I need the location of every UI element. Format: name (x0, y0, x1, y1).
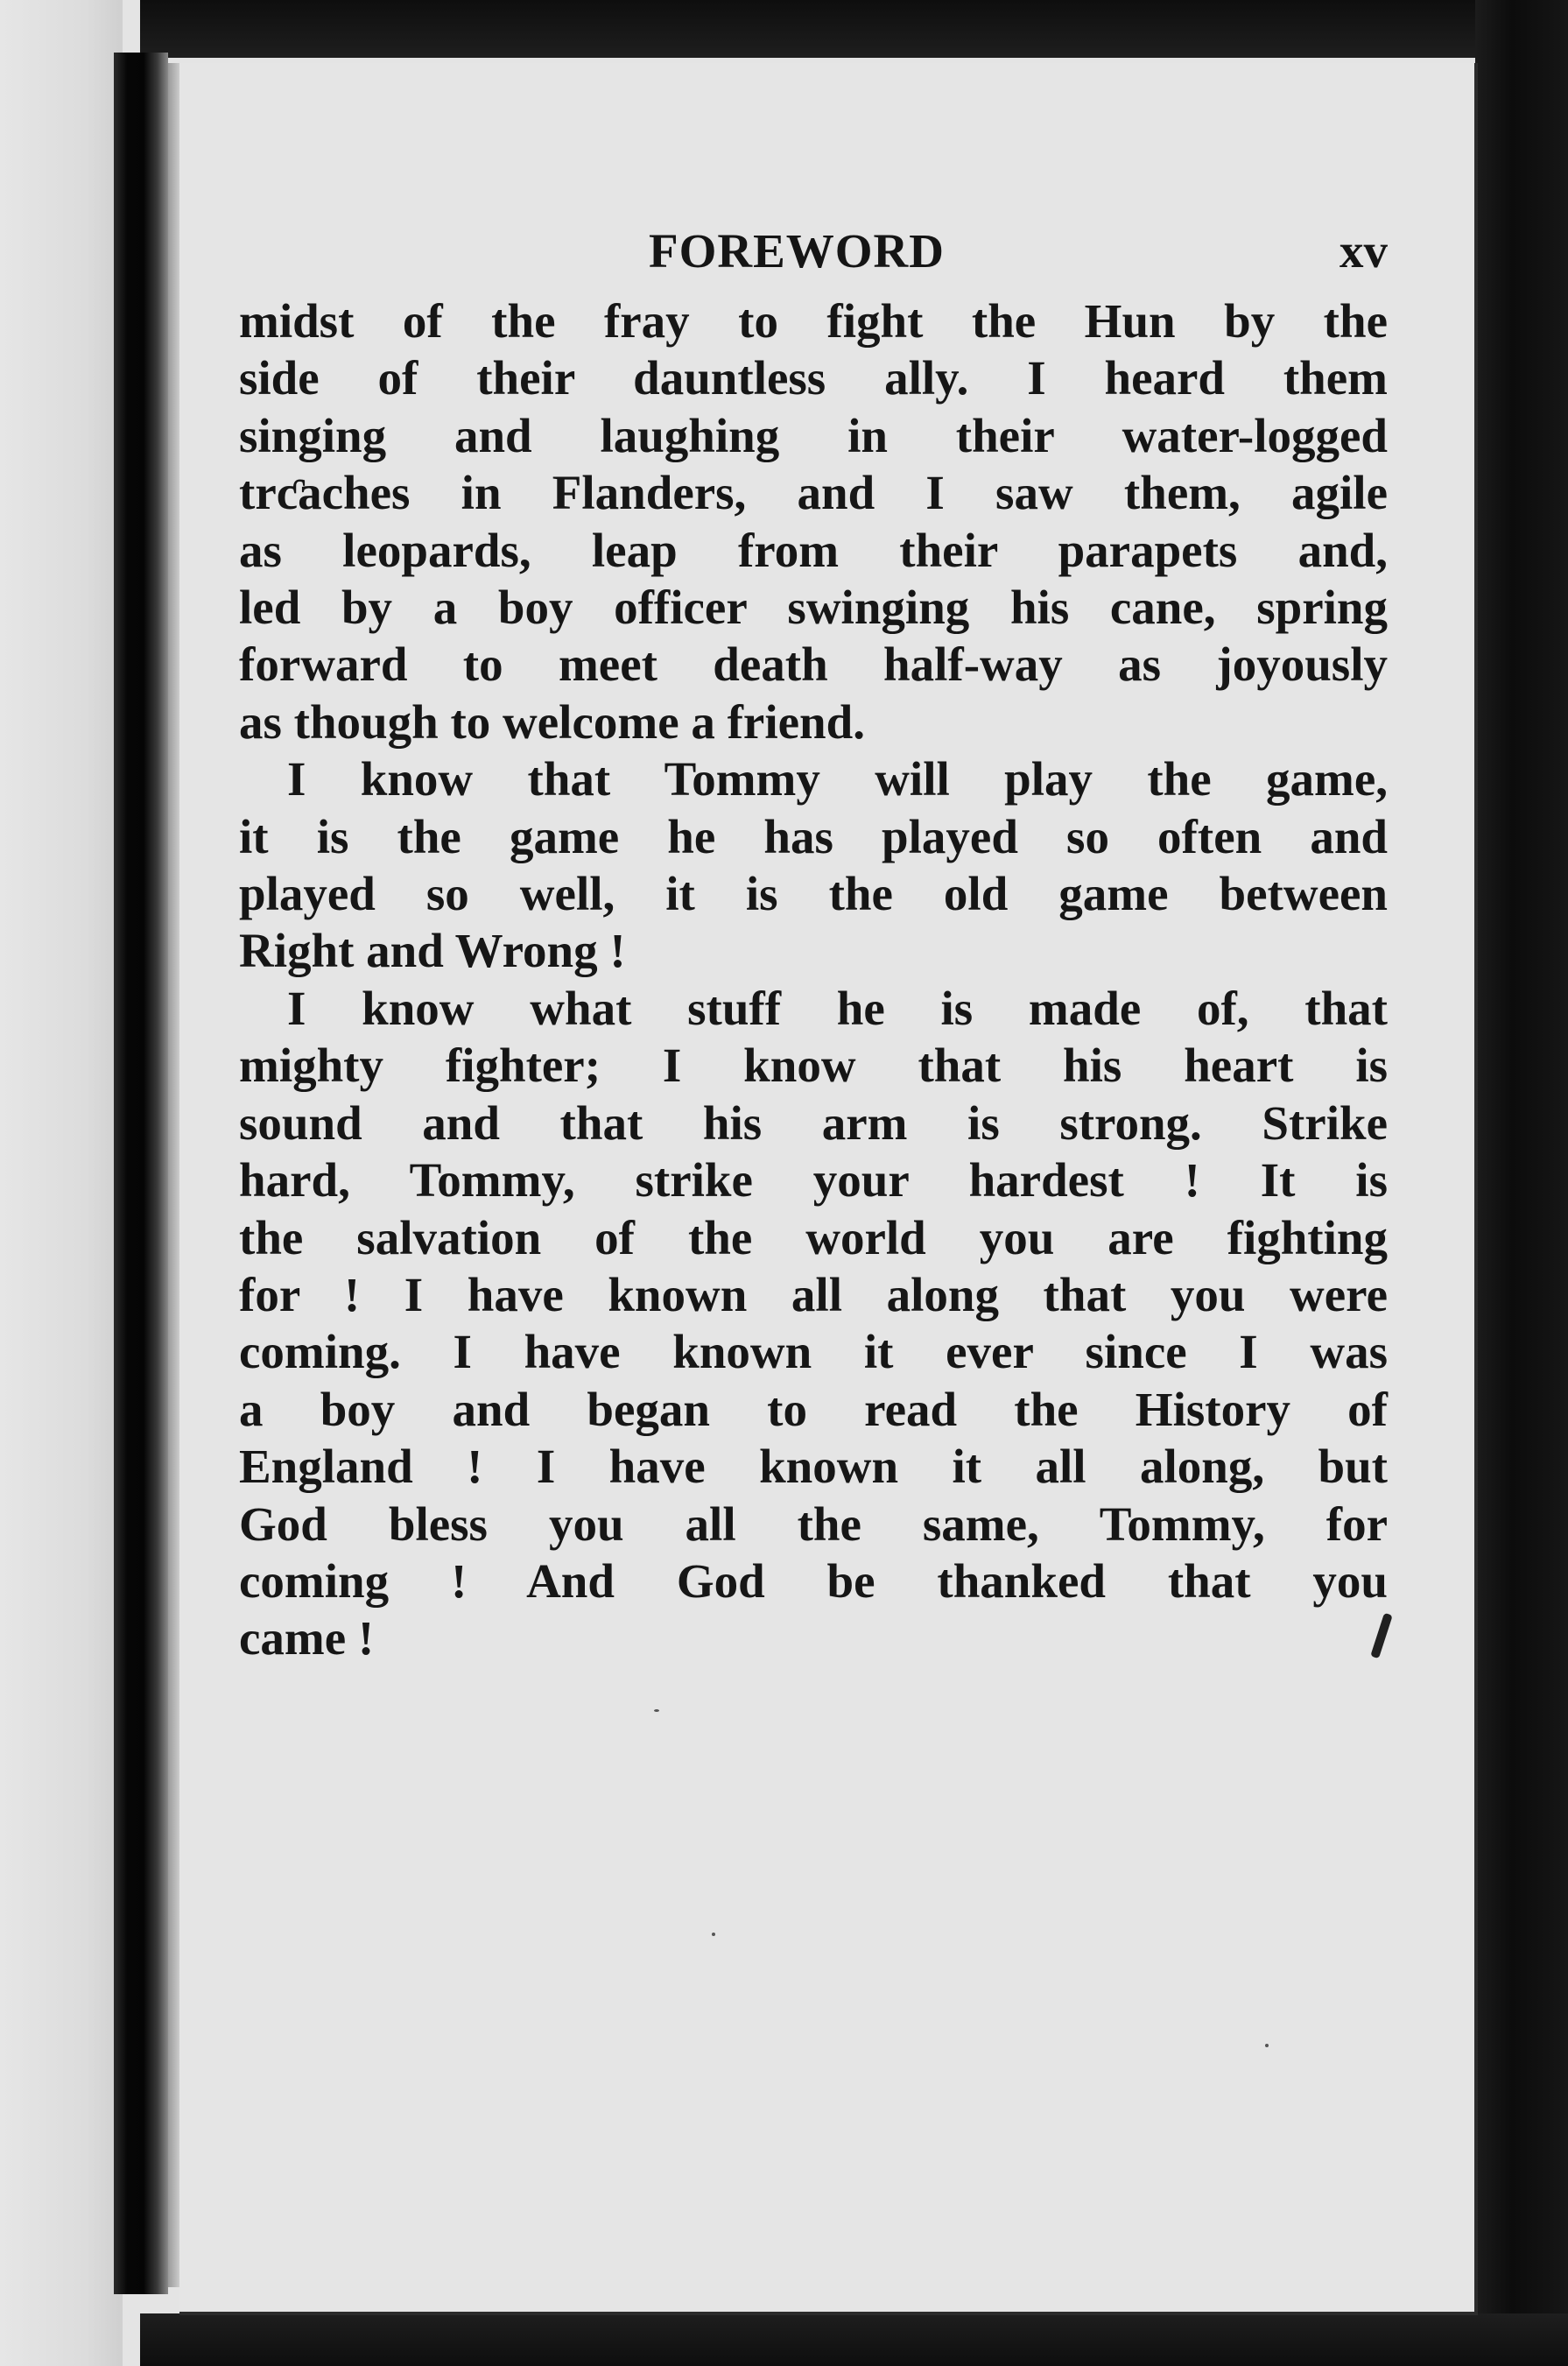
text-line: coming ! And God be thanked that you (239, 1553, 1388, 1608)
gutter-shadow (168, 63, 180, 2287)
text-line: hard, Tommy, strike your hardest ! It is (239, 1153, 1388, 1208)
page-header (179, 216, 1440, 286)
scanner-bed-right (1475, 0, 1568, 2366)
scan-speck (712, 1933, 715, 1936)
text-line: I know that Tommy will play the game, (287, 752, 1388, 806)
text-line: singing and laughing in their water-logged (239, 408, 1388, 462)
text-line: trƈaches in Flanders, and I saw them, agile (239, 466, 1388, 520)
text-line: played so well, it is the old game between (239, 867, 1388, 921)
text-line: mighty fighter; I know that his heart is (239, 1039, 1388, 1093)
scanner-bed-top (140, 0, 1568, 58)
running-head: FOREWORD (649, 224, 945, 278)
facing-page-edge (0, 0, 123, 2366)
scanner-bed-bottom (140, 2313, 1568, 2366)
text-line: Right and Wrong ! (239, 924, 626, 978)
book-gutter (114, 53, 168, 2294)
book-page (179, 63, 1478, 2315)
text-line: forward to meet death half-way as joyously (239, 637, 1388, 692)
text-line: I know what stuff he is made of, that (287, 981, 1388, 1035)
scan-speck (1265, 2044, 1269, 2047)
paragraph-3 (239, 980, 1388, 1667)
text-line: as though to welcome a friend. (239, 694, 865, 749)
text-line: coming. I have known it ever since I was (239, 1325, 1388, 1379)
paragraph-1 (239, 292, 1388, 750)
text-line: side of their dauntless ally. I heard them (239, 351, 1388, 405)
text-line: the salvation of the world you are fighting (239, 1210, 1388, 1264)
text-line: England ! I have known it all along, but (239, 1440, 1388, 1494)
text-line: sound and that his arm is strong. Strike (239, 1095, 1388, 1150)
page-number: xv (1339, 224, 1388, 278)
text-line: for ! I have known all along that you were (239, 1267, 1388, 1321)
text-line: led by a boy officer swinging his cane, spring (239, 581, 1388, 635)
text-line: God bless you all the same, Tommy, for (239, 1496, 1388, 1551)
text-line: midst of the fray to fight the Hun by the (239, 294, 1388, 348)
text-line: a boy and began to read the History of (239, 1382, 1388, 1436)
body-text (239, 292, 1388, 1667)
text-line: came ! (239, 1611, 375, 1665)
paragraph-2 (239, 750, 1388, 980)
text-line: as leopards, leap from their parapets and, (239, 523, 1388, 577)
scan-speck (654, 1709, 659, 1712)
text-line: it is the game he has played so often and (239, 809, 1388, 863)
